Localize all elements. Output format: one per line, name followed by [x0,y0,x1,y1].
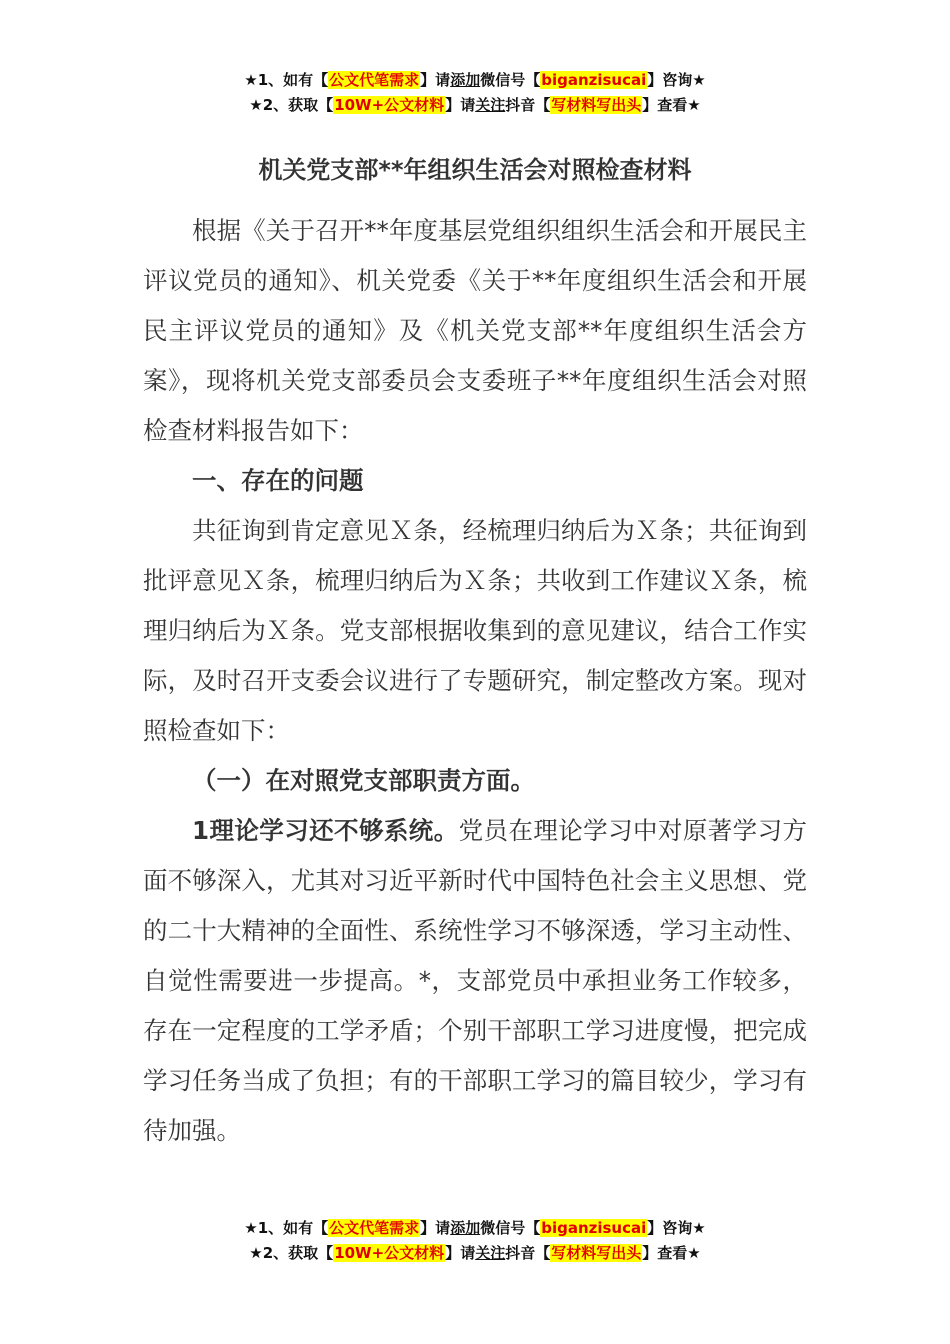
banner-highlight: 10W+公文材料 [334,96,445,114]
banner-text: 】咨询★ [647,71,706,89]
banner-highlight: 公文代笔需求 [329,1219,420,1237]
banner-text: 微信号【 [480,71,541,89]
banner-highlight: 写材料写出头 [551,1244,642,1262]
banner-text: ★1、如有【 [244,71,329,89]
banner-highlight: 写材料写出头 [551,96,642,114]
banner-line-1 [0,68,950,93]
banner-underline: 关注 [475,1244,506,1262]
banner-line-2 [0,1241,950,1266]
point-paragraph [143,806,807,1156]
bottom-banner [0,1216,950,1266]
section-paragraph: 共征询到肯定意见Ｘ条，经梳理归纳后为Ｘ条；共征询到批评意见Ｘ条，梳理归纳后为Ｘ条；共收到工作建议Ｘ条，梳理归纳后为Ｘ条。党支部根据收集到的意见建议，结合工作实际，及时召开支委会议进行了专题研究，制定整改方案。现对照检查如下： [143,516,807,745]
banner-underline: 添加 [450,1219,481,1237]
point-lead: 1理论学习还不够系统。 [192,816,459,845]
banner-text: 】请 [445,96,476,114]
banner-underline: 添加 [450,71,481,89]
banner-text: ★2、获取【 [249,96,334,114]
banner-text: 抖音【 [505,1244,551,1262]
banner-text: 】请 [420,71,451,89]
banner-highlight: biganzisucai [541,1219,647,1237]
point-text: 党员在理论学习中对原著学习方面不够深入，尤其对习近平新时代中国特色社会主义思想、党的二十大精神的全面性、系统性学习不够深透，学习主动性、自觉性需要进一步提高。*，支部党员中承担业务工作较多，存在一定程度的工学矛盾；个别干部职工学习进度慢，把完成学习任务当成了负担；有的干部职工学习的篇目较少，学习有待加强。 [143,816,807,1145]
banner-highlight: 公文代笔需求 [329,71,420,89]
banner-text: 抖音【 [505,96,551,114]
document-title: 机关党支部**年组织生活会对照检查材料 [258,156,692,184]
banner-highlight: biganzisucai [541,71,647,89]
banner-text: ★1、如有【 [244,1219,329,1237]
banner-text: 】请 [445,1244,476,1262]
banner-text: ★2、获取【 [249,1244,334,1262]
banner-text: 】查看★ [642,1244,701,1262]
banner-text: 】查看★ [642,96,701,114]
banner-text: 微信号【 [480,1219,541,1237]
top-banner [0,68,950,118]
banner-underline: 关注 [475,96,506,114]
banner-highlight: 10W+公文材料 [334,1244,445,1262]
banner-line-2 [0,93,950,118]
document-body [143,206,807,1156]
intro-paragraph: 根据《关于召开**年度基层党组织组织生活会和开展民主评议党员的通知》、机关党委《关于**年度组织生活会和开展民主评议党员的通知》及《机关党支部**年度组织生活会方案》，现将机关党支部委员会支委班子**年度组织生活会对照检查材料报告如下： [143,216,807,445]
subsection-heading: （一）在对照党支部职责方面。 [192,766,535,795]
banner-text: 】请 [420,1219,451,1237]
section-heading: 一、存在的问题 [192,466,364,495]
banner-text: 】咨询★ [647,1219,706,1237]
banner-line-1 [0,1216,950,1241]
